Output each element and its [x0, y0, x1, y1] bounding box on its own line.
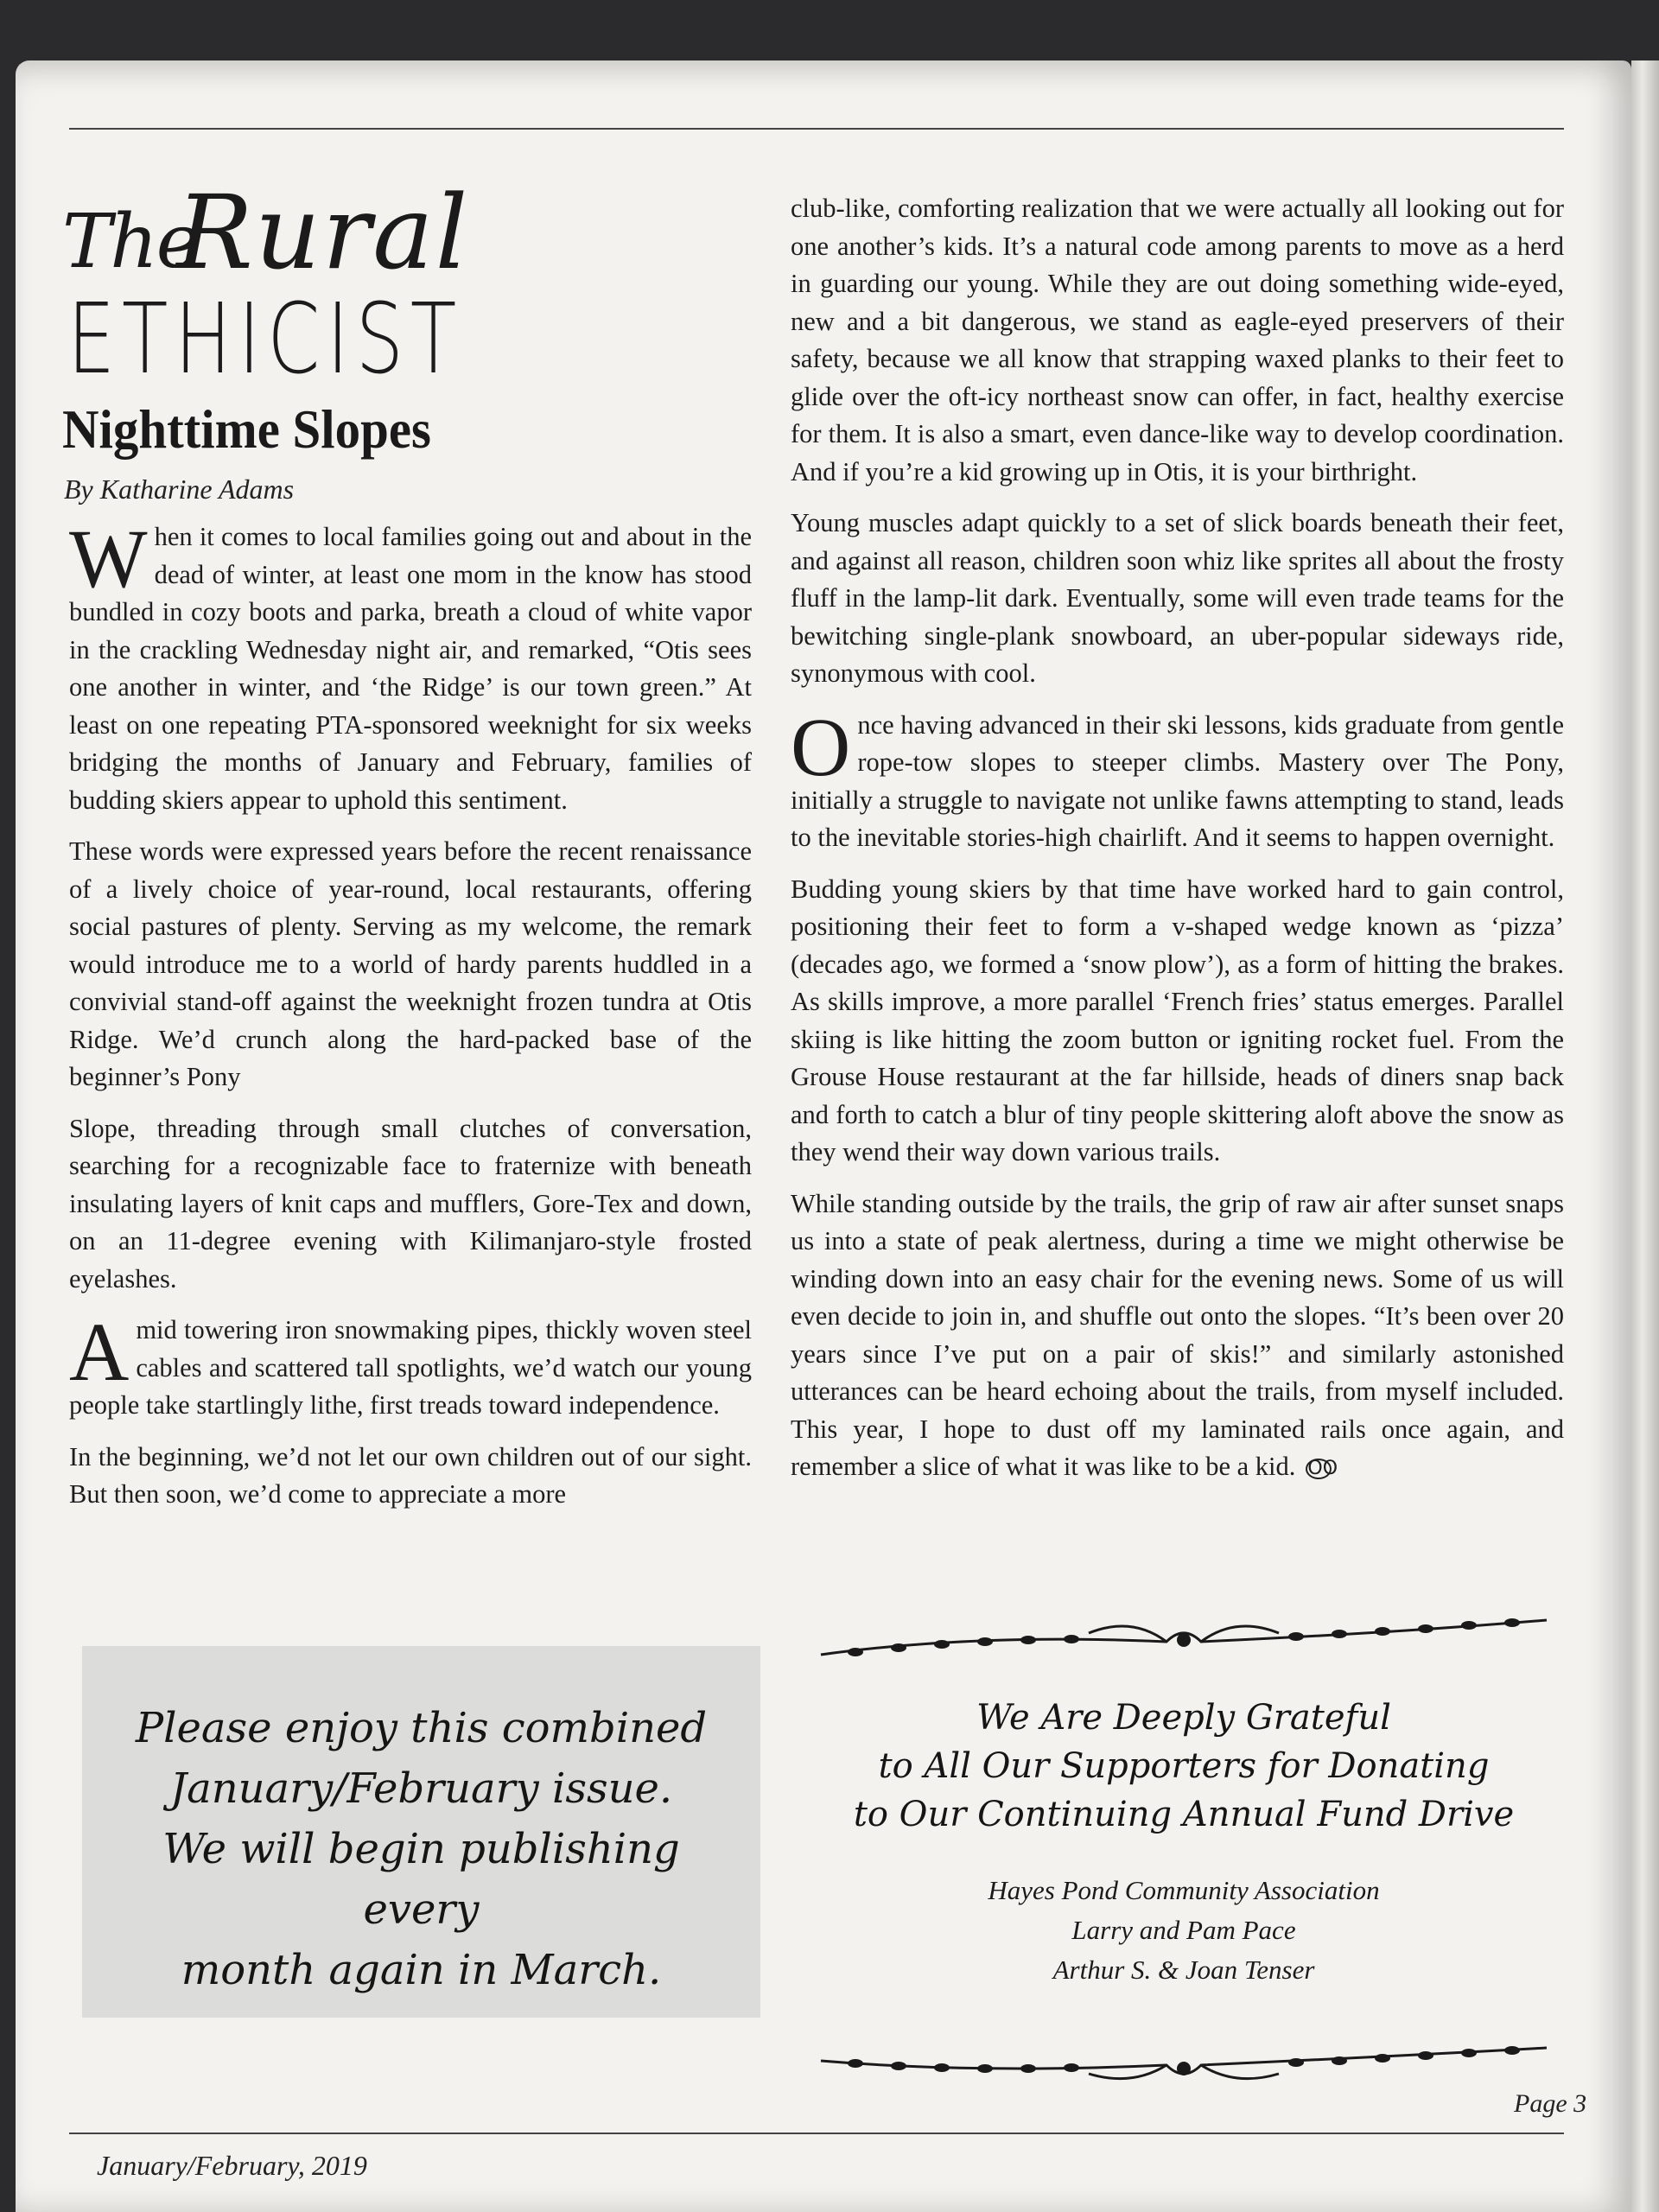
thanks-title: We Are Deeply Grateful to All Our Supporters for Donating to Our Continuing Annual Fund Drive [853, 1698, 1515, 1834]
bottom-rule [69, 2133, 1564, 2134]
article-column-left [69, 512, 752, 1528]
donor-name: Larry and Pam Pace [1071, 1915, 1296, 1945]
end-mark-icon: OO [1307, 1458, 1338, 1479]
donor-name: Arthur S. & Joan Tenser [1052, 1955, 1315, 1985]
paragraph: These words were expressed years before the recent renaissance of a lively choice of year-round, local restaurants, offering social pastures of plenty. Serving as my welcome, the remark would introduce me to a world of hardy parents huddled in a convivial stand-off against the weeknight frozen tundra at Otis Ridge. We’d crunch along the hard-packed base of the beginner’s Pony [69, 836, 752, 1091]
drop-cap: W [69, 512, 148, 605]
issue-notice-text: Please enjoy this combined January/February issue. We will begin publishing every month again in March. [135, 1704, 708, 1994]
drop-cap: A [69, 1306, 130, 1398]
top-rule [69, 128, 1564, 130]
donor-name: Hayes Pond Community Association [988, 1875, 1380, 1905]
paragraph: Young muscles adapt quickly to a set of slick boards beneath their feet, and against all reason, children soon whiz like sprites all about the frosty fluff in the lamp-lit dark. Eventually, some will even trade teams for the bewitching single-plank snowboard, an uber-popular sideways ride, synonymous with cool. [791, 508, 1564, 688]
article-headline: Nighttime Slopes [62, 398, 431, 460]
issue-notice-box [82, 1646, 760, 2018]
paragraph: Once having advanced in their ski lessons, kids graduate from gentle rope-tow slopes to steeper climbs. Mastery over The Pony, initially a struggle to navigate not unlike fawns attempting to stand, leads to the inevitable stories-high chairlift. And it seems to happen overnight. [791, 700, 1564, 852]
article-byline: By Katharine Adams [64, 474, 295, 505]
donor-thanks-panel [804, 1590, 1564, 2108]
donor-list [821, 1871, 1547, 1990]
drop-cap: O [791, 700, 851, 793]
paragraph: When it comes to local families going out and about in the dead of winter, at least one mom in the know has stood bundled in cozy boots and parka, breath a cloud of white vapor in the crackling Wednesday night air, and remarked, “Otis sees one another in winter, and ‘the Ridge’ is our town green.” At least on one repeating PTA-sponsored weeknight for six weeks bridging the months of January and February, families of budding skiers appear to uphold this sentiment. [69, 512, 752, 815]
page-number: Page 3 [1514, 2089, 1587, 2118]
masthead-the: The [62, 199, 199, 285]
column-masthead [62, 173, 512, 397]
flourish-top-icon [804, 1607, 1564, 1676]
paragraph: club-like, comforting realization that we were actually all looking out for one another’s kids. It’s a natural code among parents to move as a herd in guarding our young. While they are out doing something wide-eyed, new and a bit dangerous, we stand as eagle-eyed preservers of their safety, because we all know that strapping waxed planks to their feet to glide over the oft-icy northeast snow can offer, in fact, healthy exercise for them. It is also a smart, even dance-like way to develop coordination. And if you’re a kid growing up in Otis, it is your birthright. [791, 194, 1564, 486]
paragraph: Budding young skiers by that time have worked hard to gain control, positioning their feet to form a v-shaped wedge known as ‘pizza’ (decades ago, we formed a ‘snow plow’), as a form of hitting the brakes. As skills improve, a more parallel ‘French fries’ status emerges. Parallel skiing is like hitting the zoom button or igniting rocket fuel. From the Grouse House restaurant at the far hillside, heads of diners snap back and forth to catch a blur of tiny people skittering aloft above the snow as they wend their way down various trails. [791, 874, 1564, 1166]
page-edge [1631, 60, 1659, 2212]
masthead-rural: Rural [176, 173, 470, 292]
paragraph: While standing outside by the trails, the grip of raw air after sunset snaps us into a state of peak alertness, during a time we might otherwise be winding down into an easy chair for the evening news. Some of us will even decide to join in, and shuffle out onto the slopes. “It’s been over 20 years since I’ve put on a pair of skis!” and similarly astonished utterances can be heard echoing about the trails, from myself included. This year, I hope to dust off my laminated rails once again, and remember a slice of what it was like to be a kid. OO [791, 1188, 1564, 1481]
article-column-right [791, 190, 1564, 1500]
issue-date: January/February, 2019 [97, 2150, 367, 2181]
paragraph: Slope, threading through small clutches of conversation, searching for a recognizable face to fraternize with beneath insulating layers of knit caps and mufflers, Gore-Tex and down, on an 11-degree evening with Kilimanjaro-style frosted eyelashes. [69, 1113, 752, 1294]
paragraph: In the beginning, we’d not let our own children out of our sight. But then soon, we’d come to appreciate a more [69, 1441, 752, 1509]
paragraph: Amid towering iron snowmaking pipes, thickly woven steel cables and scattered tall spotlights, we’d watch our young people take startlingly lithe, first treads toward independence. [69, 1306, 752, 1420]
flourish-bottom-icon [804, 2022, 1564, 2091]
masthead-ethicist: ETHICIST [67, 283, 463, 396]
